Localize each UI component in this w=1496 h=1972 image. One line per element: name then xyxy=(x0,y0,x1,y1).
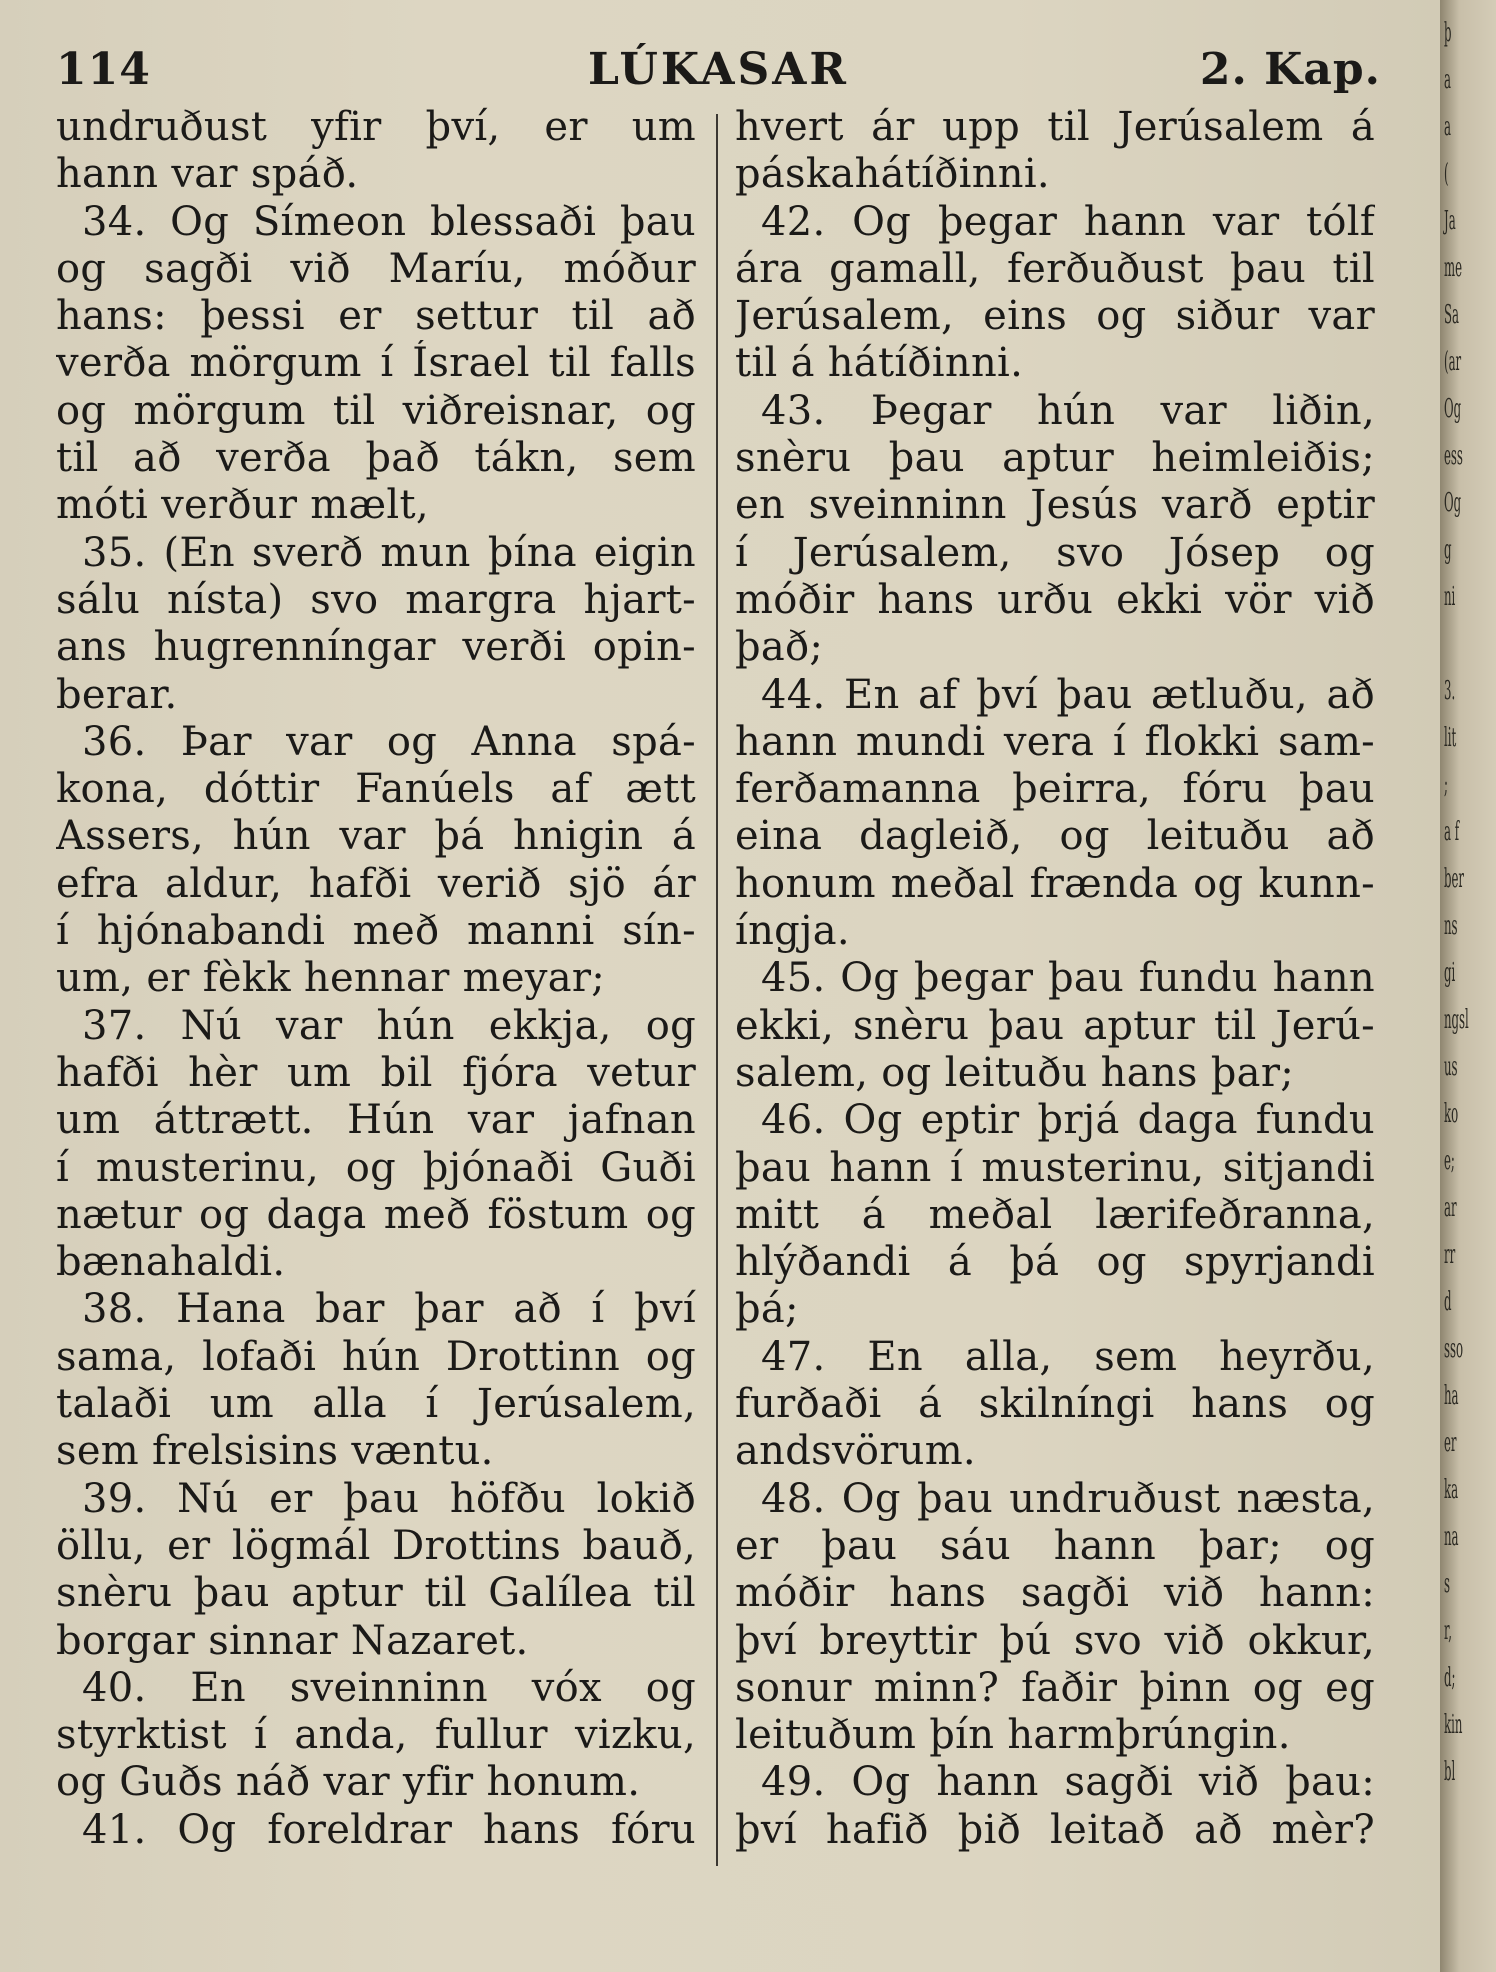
text-line: ekki, snèru þau aptur til Jerú- xyxy=(735,1002,1375,1049)
text-line: sem frelsisins væntu. xyxy=(56,1428,494,1475)
text-line: 47. En alla, sem heyrðu, xyxy=(761,1333,1375,1380)
text-line: mitt á meðal lærifeðranna, xyxy=(735,1191,1375,1238)
facing-page-fragment: e; xyxy=(1444,1146,1455,1176)
facing-page-fragment: bl xyxy=(1444,1757,1456,1787)
text-line: styrktist í anda, fullur vizku, xyxy=(56,1712,696,1759)
facing-page-fragment: 3. xyxy=(1444,676,1456,706)
text-line: 43. Þegar hún var liðin, xyxy=(761,387,1375,434)
facing-page-fragment: ess xyxy=(1444,441,1463,471)
page-number: 114 xyxy=(56,44,151,95)
text-line: öllu, er lögmál Drottins bauð, xyxy=(56,1522,696,1569)
text-line: furðaði á skilníngi hans og xyxy=(735,1381,1375,1428)
facing-page-fragment: ( xyxy=(1444,159,1449,189)
facing-page-fragment: sso xyxy=(1444,1334,1464,1364)
right-text-column xyxy=(735,104,1375,1854)
facing-page-fragment: Og xyxy=(1444,488,1462,518)
facing-page-fragment: ber xyxy=(1444,864,1465,894)
text-line: og sagði við Maríu, móður xyxy=(56,245,696,292)
text-line: kona, dóttir Fanúels af ætt xyxy=(56,766,696,813)
text-line: andsvörum. xyxy=(735,1428,976,1475)
text-line: 35. (En sverð mun þína eigin xyxy=(82,529,696,576)
facing-page-fragment: (ar xyxy=(1444,347,1462,377)
text-line: berar. xyxy=(56,671,178,718)
text-line: borgar sinnar Nazaret. xyxy=(56,1617,529,1664)
text-line: undruðust yfir því, er um xyxy=(56,104,696,150)
text-line: það; xyxy=(735,624,824,671)
text-line: ára gamall, ferðuðust þau til xyxy=(735,245,1375,292)
text-line: snèru þau aptur heimleiðis; xyxy=(735,435,1375,482)
text-line: sonur minn? faðir þinn og eg xyxy=(735,1664,1375,1711)
facing-page-fragment: Sa xyxy=(1444,300,1459,330)
facing-page-fragment: ko xyxy=(1444,1099,1459,1129)
text-line: í hjónabandi með manni sín- xyxy=(56,908,696,955)
text-line: salem, og leituðu hans þar; xyxy=(735,1049,1295,1096)
text-line: móðir hans sagði við hann: xyxy=(735,1570,1375,1617)
text-line: en sveinninn Jesús varð eptir xyxy=(735,482,1375,529)
column-divider-rule xyxy=(716,114,718,1866)
text-line: 38. Hana bar þar að í því xyxy=(82,1286,696,1333)
text-line: ans hugrenníngar verði opin- xyxy=(56,624,696,671)
text-line: 36. Þar var og Anna spá- xyxy=(82,718,696,765)
running-title: LÚKASAR xyxy=(588,44,849,95)
facing-page-fragment: a f xyxy=(1444,817,1460,847)
text-line: 40. En sveinninn vóx og xyxy=(82,1664,696,1711)
facing-page-fragment: us xyxy=(1444,1052,1458,1082)
facing-page-fragment xyxy=(1444,621,1467,668)
facing-page-fragment: s xyxy=(1444,1569,1451,1599)
text-line: sama, lofaði hún Drottinn og xyxy=(56,1333,696,1380)
facing-page-fragment: rr xyxy=(1444,1240,1456,1270)
facing-page-fragment: ha xyxy=(1444,1381,1459,1411)
text-line: talaði um alla í Jerúsalem, xyxy=(56,1381,696,1428)
text-line: hafði hèr um bil fjóra vetur xyxy=(56,1049,696,1096)
facing-page-fragment: ngsl xyxy=(1444,1005,1469,1035)
left-text-column xyxy=(56,104,696,1854)
facing-page-fragment: a xyxy=(1444,112,1451,142)
text-line: móti verður mælt, xyxy=(56,482,429,529)
facing-page-fragment: gi xyxy=(1444,958,1456,988)
text-line: Assers, hún var þá hnigin á xyxy=(56,813,696,860)
text-line: hann mundi vera í flokki sam- xyxy=(735,718,1375,765)
facing-page-fragment: d; xyxy=(1444,1663,1456,1693)
text-line: honum meðal frænda og kunn- xyxy=(735,860,1375,907)
text-line: verða mörgum í Ísrael til falls xyxy=(56,340,696,387)
text-line: til að verða það tákn, sem xyxy=(56,435,696,482)
page-header xyxy=(56,44,1381,104)
text-line: páskahátíðinni. xyxy=(735,151,1050,198)
text-line: hvert ár upp til Jerúsalem á xyxy=(735,104,1375,150)
text-line: efra aldur, hafði verið sjö ár xyxy=(56,860,696,907)
text-line: 34. Og Símeon blessaði þau xyxy=(82,198,696,245)
facing-page-fragment: ns xyxy=(1444,911,1458,941)
text-line: 42. Og þegar hann var tólf xyxy=(761,198,1375,245)
text-line: þá; xyxy=(735,1286,799,1333)
text-line: hann var spáð. xyxy=(56,151,359,198)
facing-page-fragment: þ xyxy=(1444,18,1452,48)
facing-page-fragment: Ja xyxy=(1444,206,1456,236)
text-line: og Guðs náð var yfir honum. xyxy=(56,1759,641,1806)
text-line: móðir hans urðu ekki vör við xyxy=(735,576,1375,623)
facing-page-fragment: me xyxy=(1444,253,1463,283)
text-line: því hafið þið leitað að mèr? xyxy=(735,1806,1375,1853)
facing-page-fragment: r, xyxy=(1444,1616,1453,1646)
text-line: til á hátíðinni. xyxy=(735,340,1024,387)
facing-page-fragment: ar xyxy=(1444,1193,1457,1223)
text-line: 44. En af því þau ætluðu, að xyxy=(761,671,1375,718)
text-line: 39. Nú er þau höfðu lokið xyxy=(82,1475,696,1522)
text-line: 41. Og foreldrar hans fóru xyxy=(82,1806,696,1853)
text-line: í musterinu, og þjónaði Guði xyxy=(56,1144,696,1191)
text-line: hlýðandi á þá og spyrjandi xyxy=(735,1239,1375,1286)
facing-page-fragment: a xyxy=(1444,65,1451,95)
text-line: eina dagleið, og leituðu að xyxy=(735,813,1375,860)
facing-page-fragment: ka xyxy=(1444,1475,1459,1505)
facing-page-edge xyxy=(1440,0,1496,1972)
facing-page-fragment: na xyxy=(1444,1522,1459,1552)
text-line: þau hann í musterinu, sitjandi xyxy=(735,1144,1375,1191)
text-line: ferðamanna þeirra, fóru þau xyxy=(735,766,1375,813)
facing-page-fragment: d xyxy=(1444,1287,1452,1317)
text-line: 46. Og eptir þrjá daga fundu xyxy=(761,1097,1375,1144)
facing-page-fragment: lit xyxy=(1444,723,1457,753)
text-line: nætur og daga með föstum og xyxy=(56,1191,696,1238)
text-line: sálu nísta) svo margra hjart- xyxy=(56,576,696,623)
text-line: og mörgum til viðreisnar, og xyxy=(56,387,696,434)
text-line: snèru þau aptur til Galílea til xyxy=(56,1570,696,1617)
facing-page-fragment: ; xyxy=(1444,770,1448,800)
facing-page-fragment: Og xyxy=(1444,394,1462,424)
facing-page-fragments xyxy=(1444,10,1467,1796)
chapter-label: 2. Kap. xyxy=(1199,44,1381,95)
text-line: 45. Og þegar þau fundu hann xyxy=(761,955,1375,1002)
text-line: um áttrætt. Hún var jafnan xyxy=(56,1097,696,1144)
text-line: í Jerúsalem, svo Jósep og xyxy=(735,529,1375,576)
facing-page-fragment: ni xyxy=(1444,582,1456,612)
text-line: 49. Og hann sagði við þau: xyxy=(761,1759,1375,1806)
text-line: bænahaldi. xyxy=(56,1239,286,1286)
facing-page-fragment: kin xyxy=(1444,1710,1463,1740)
text-line: því breyttir þú svo við okkur, xyxy=(735,1617,1375,1664)
text-line: um, er fèkk hennar meyar; xyxy=(56,955,606,1002)
text-line: íngja. xyxy=(735,908,850,955)
facing-page-fragment: er xyxy=(1444,1428,1457,1458)
facing-page-fragment: g xyxy=(1444,535,1452,565)
text-line: 48. Og þau undruðust næsta, xyxy=(761,1475,1375,1522)
text-line: Jerúsalem, eins og siður var xyxy=(735,293,1375,340)
text-line: er þau sáu hann þar; og xyxy=(735,1522,1375,1569)
text-line: leituðum þín harmþrúngin. xyxy=(735,1712,1291,1759)
text-line: 37. Nú var hún ekkja, og xyxy=(82,1002,696,1049)
text-line: hans: þessi er settur til að xyxy=(56,293,696,340)
